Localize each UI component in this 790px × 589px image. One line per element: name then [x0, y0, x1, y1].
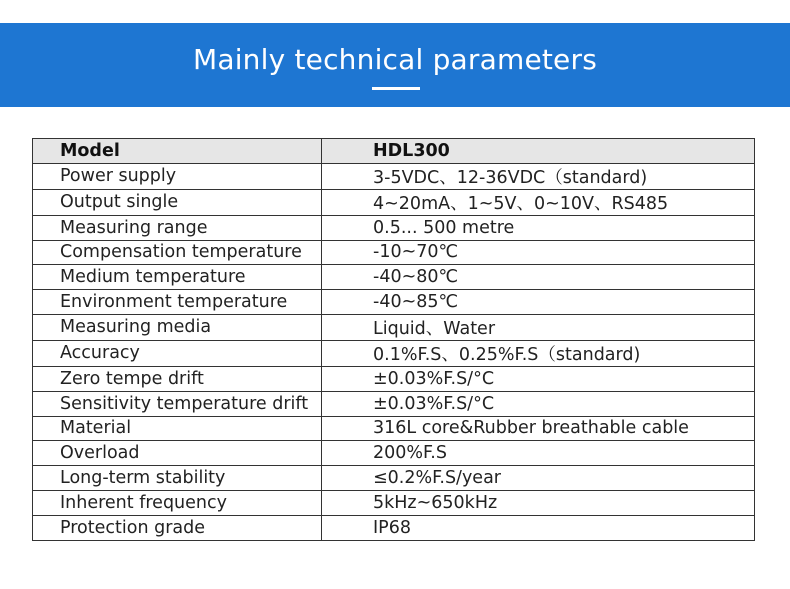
row-label: Power supply [33, 163, 322, 189]
table-row [33, 416, 755, 441]
title-underline [372, 87, 420, 90]
top-margin [0, 0, 790, 23]
spec-table [32, 138, 755, 541]
table-row [33, 189, 755, 215]
row-value: 0.1%F.S、0.25%F.S（standard) [322, 340, 755, 366]
table-row [33, 240, 755, 265]
row-label: Medium temperature [33, 265, 322, 290]
row-label: Measuring range [33, 215, 322, 240]
row-label: Overload [33, 441, 322, 466]
table-row [33, 163, 755, 189]
table-row [33, 314, 755, 340]
row-value: 316L core&Rubber breathable cable [322, 416, 755, 441]
table-row [33, 466, 755, 491]
table-row [33, 391, 755, 416]
table-row [33, 215, 755, 240]
table-row [33, 265, 755, 290]
table-row [33, 515, 755, 540]
row-value: 0.5... 500 metre [322, 215, 755, 240]
row-label: Sensitivity temperature drift [33, 391, 322, 416]
table-row [33, 366, 755, 391]
row-value: 3-5VDC、12-36VDC（standard) [322, 163, 755, 189]
table-header-row [33, 139, 755, 164]
row-value: IP68 [322, 515, 755, 540]
row-value: -10~70℃ [322, 240, 755, 265]
title-banner [0, 23, 790, 107]
table-row [33, 340, 755, 366]
header-value-cell: HDL300 [322, 139, 755, 164]
row-label: Environment temperature [33, 290, 322, 315]
row-label: Protection grade [33, 515, 322, 540]
row-label: Accuracy [33, 340, 322, 366]
page-title: Mainly technical parameters [192, 43, 597, 76]
row-label: Zero tempe drift [33, 366, 322, 391]
row-value: -40~85℃ [322, 290, 755, 315]
row-value: 200%F.S [322, 441, 755, 466]
header-label-cell: Model [33, 139, 322, 164]
row-label: Long-term stability [33, 466, 322, 491]
row-value: Liquid、Water [322, 314, 755, 340]
table-row [33, 441, 755, 466]
row-label: Measuring media [33, 314, 322, 340]
table-row [33, 490, 755, 515]
row-label: Output single [33, 189, 322, 215]
row-value: ±0.03%F.S/°C [322, 391, 755, 416]
table-row [33, 290, 755, 315]
row-label: Compensation temperature [33, 240, 322, 265]
row-label: Material [33, 416, 322, 441]
row-value: ≤0.2%F.S/year [322, 466, 755, 491]
row-value: -40~80℃ [322, 265, 755, 290]
row-label: Inherent frequency [33, 490, 322, 515]
row-value: 5kHz~650kHz [322, 490, 755, 515]
row-value: 4~20mA、1~5V、0~10V、RS485 [322, 189, 755, 215]
row-value: ±0.03%F.S/°C [322, 366, 755, 391]
